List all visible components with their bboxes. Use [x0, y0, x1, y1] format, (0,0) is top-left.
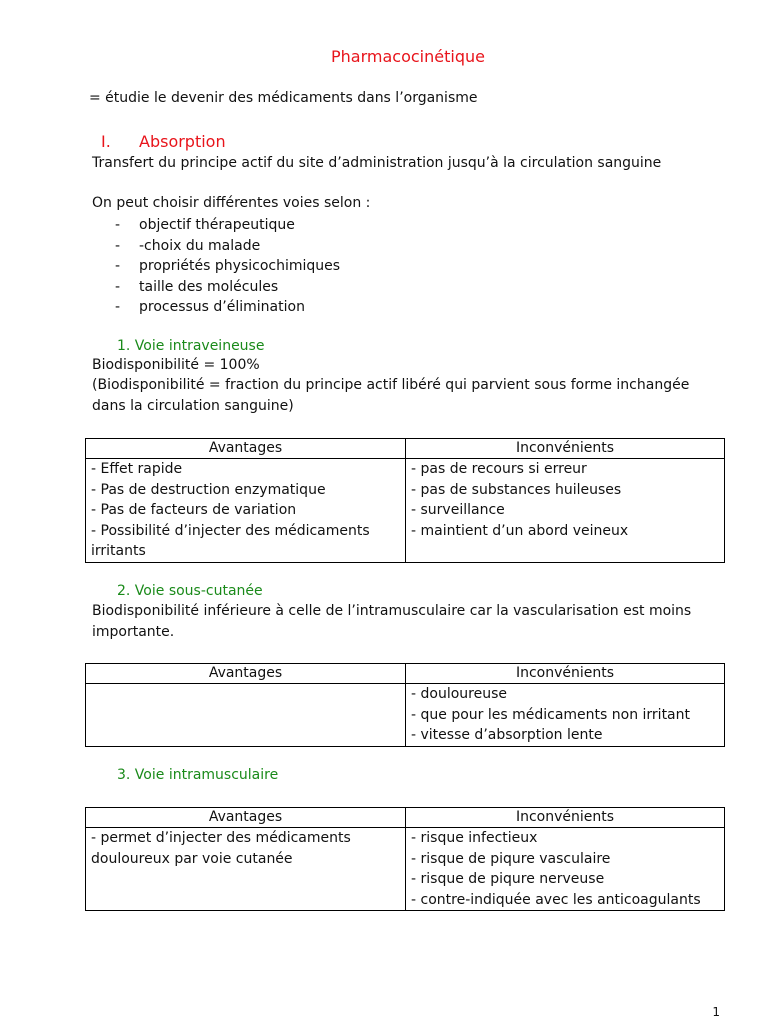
table-row: - douloureuse	[411, 686, 507, 702]
iv-bio-definition-1: (Biodisponibilité = fraction du principe actif libéré qui parvient sous forme inchangée	[92, 377, 690, 393]
sc-col-disadvantages: Inconvénients	[406, 664, 725, 684]
table-row: - que pour les médicaments non irritant	[411, 706, 691, 723]
sc-table	[85, 663, 725, 747]
list-item: - taille des molécules	[115, 278, 279, 295]
list-item: - -choix du malade	[115, 237, 261, 254]
table-row: - permet d’injecter des médicaments	[91, 830, 351, 846]
table-row: - Effet rapide	[91, 461, 183, 477]
table-row: - contre-indiquée avec les anticoagulants	[411, 891, 701, 908]
sc-text-1: Biodisponibilité inférieure à celle de l’intramusculaire car la vascularisation est moins	[92, 603, 692, 619]
table-row: - risque infectieux	[411, 830, 538, 846]
iv-bio-definition-2: dans la circulation sanguine)	[92, 398, 294, 414]
table-row: - maintient d’un abord veineux	[411, 522, 629, 539]
page-number: 1	[712, 1005, 720, 1019]
iv-table	[85, 438, 725, 563]
im-col-disadvantages: Inconvénients	[406, 808, 725, 828]
iv-bioavailability: Biodisponibilité = 100%	[92, 357, 260, 373]
im-heading: 3. Voie intramusculaire	[117, 767, 279, 783]
list-item: - propriétés physicochimiques	[115, 258, 341, 274]
sc-text-2: importante.	[92, 624, 175, 640]
absorption-definition: Transfert du principe actif du site d’administration jusqu’à la circulation sanguine	[92, 155, 662, 171]
iv-disadvantages-cell	[406, 459, 725, 563]
table-row: - risque de piqure nerveuse	[411, 871, 605, 887]
im-table	[85, 807, 725, 911]
list-item: - processus d’élimination	[115, 299, 305, 315]
table-row: - surveillance	[411, 502, 505, 518]
table-row: - Possibilité d’injecter des médicaments	[91, 522, 370, 539]
sc-advantages-cell	[86, 684, 406, 747]
sc-disadvantages-cell	[406, 684, 725, 747]
criteria-list	[115, 215, 340, 318]
im-advantages-cell	[86, 828, 406, 911]
iv-heading: 1. Voie intraveineuse	[117, 338, 265, 354]
choice-intro: On peut choisir différentes voies selon :	[92, 195, 371, 211]
table-row: - Pas de destruction enzymatique	[91, 481, 326, 498]
sc-col-advantages: Avantages	[86, 664, 406, 684]
table-row: irritants	[91, 543, 146, 559]
definition-text: = étudie le devenir des médicaments dans l’organisme	[89, 90, 478, 106]
table-row: - pas de recours si erreur	[411, 461, 587, 477]
table-row: - vitesse d’absorption lente	[411, 727, 603, 743]
iv-advantages-cell	[86, 459, 406, 563]
iv-col-advantages: Avantages	[86, 439, 406, 459]
table-row: - Pas de facteurs de variation	[91, 502, 297, 518]
im-disadvantages-cell	[406, 828, 725, 911]
list-item: - objectif thérapeutique	[115, 217, 295, 233]
table-row: - pas de substances huileuses	[411, 481, 622, 498]
iv-col-disadvantages: Inconvénients	[406, 439, 725, 459]
table-row: douloureux par voie cutanée	[91, 850, 293, 867]
section-heading: Absorption	[139, 132, 226, 151]
section-number: I.	[101, 132, 111, 151]
sc-heading: 2. Voie sous-cutanée	[117, 583, 263, 599]
im-col-advantages: Avantages	[86, 808, 406, 828]
table-row: - risque de piqure vasculaire	[411, 850, 611, 867]
page-title: Pharmacocinétique	[331, 47, 485, 66]
